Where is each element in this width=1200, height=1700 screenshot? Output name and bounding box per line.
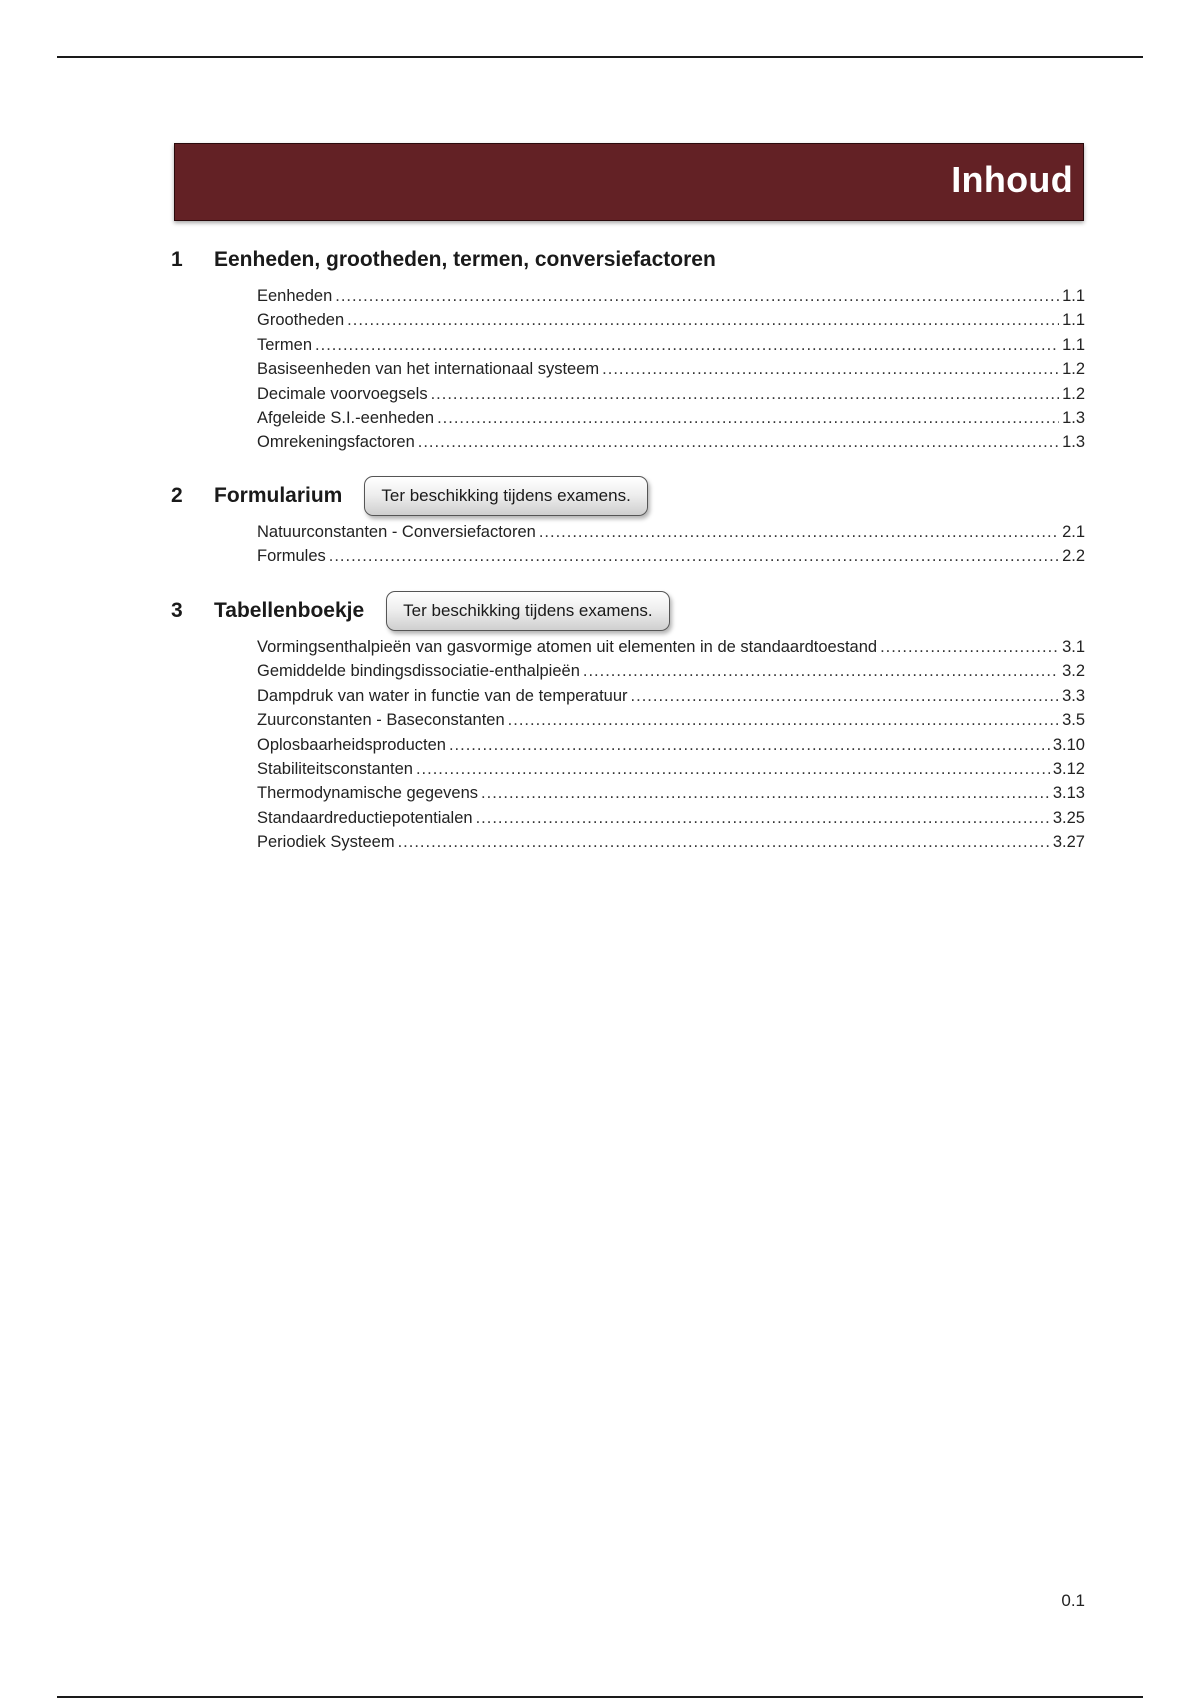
page-number: 0.1 bbox=[1061, 1591, 1085, 1610]
toc-entry[interactable] bbox=[257, 687, 1085, 711]
header-rule bbox=[57, 56, 1143, 58]
entry-label: Gemiddelde bindingsdissociatie-enthalpieën bbox=[257, 662, 580, 681]
section-number: 3 bbox=[171, 599, 183, 622]
entry-page: 3.13 bbox=[1052, 784, 1085, 803]
dot-leader bbox=[602, 360, 1059, 379]
toc-section-2 bbox=[171, 481, 1085, 572]
section-title: Formularium bbox=[214, 484, 343, 507]
section-heading bbox=[171, 481, 1085, 511]
toc-entry[interactable] bbox=[257, 311, 1085, 335]
dot-leader bbox=[329, 547, 1059, 566]
entry-label: Standaardreductiepotentialen bbox=[257, 808, 473, 827]
contents-banner bbox=[174, 143, 1084, 221]
toc-entry[interactable] bbox=[257, 809, 1085, 833]
entry-page: 3.5 bbox=[1062, 711, 1085, 730]
entry-page: 1.3 bbox=[1062, 408, 1085, 427]
entry-page: 3.10 bbox=[1052, 735, 1085, 754]
dot-leader bbox=[416, 760, 1050, 779]
dot-leader bbox=[398, 833, 1050, 852]
entry-page: 3.1 bbox=[1062, 638, 1085, 656]
toc-section-3 bbox=[171, 596, 1085, 858]
toc-entry[interactable] bbox=[257, 711, 1085, 735]
toc-entry[interactable] bbox=[257, 784, 1085, 808]
exam-availability-badge: Ter beschikking tijdens examens. bbox=[386, 591, 669, 631]
dot-leader bbox=[476, 809, 1050, 828]
entry-page: 1.2 bbox=[1062, 360, 1085, 379]
toc-entry[interactable] bbox=[257, 638, 1085, 662]
dot-leader bbox=[315, 336, 1059, 355]
dot-leader bbox=[631, 687, 1060, 706]
section-heading bbox=[171, 245, 1085, 275]
entry-label: Basiseenheden van het internationaal systeem bbox=[257, 360, 600, 379]
entry-label: Periodiek Systeem bbox=[257, 833, 395, 852]
dot-leader bbox=[481, 784, 1050, 803]
entry-label: Thermodynamische gegevens bbox=[257, 784, 479, 803]
dot-leader bbox=[880, 638, 1059, 657]
toc-entry[interactable] bbox=[257, 662, 1085, 686]
entry-page: 1.1 bbox=[1062, 335, 1085, 354]
entry-label: Grootheden bbox=[257, 311, 345, 330]
toc-entry[interactable] bbox=[257, 523, 1085, 547]
entry-page: 3.3 bbox=[1062, 686, 1085, 705]
toc-entry[interactable] bbox=[257, 547, 1085, 571]
dot-leader bbox=[437, 409, 1059, 428]
section-title: Eenheden, grootheden, termen, conversiefactoren bbox=[214, 248, 716, 271]
toc-entry-list bbox=[171, 638, 1085, 858]
entry-page: 2.2 bbox=[1062, 547, 1085, 566]
dot-leader bbox=[335, 287, 1059, 306]
toc-section-1 bbox=[171, 245, 1085, 458]
dot-leader bbox=[347, 311, 1059, 330]
entry-label: Vormingsenthalpieën van gasvormige atomen uit elementen in de standaardtoestand bbox=[257, 638, 878, 656]
entry-label: Eenheden bbox=[257, 287, 333, 305]
toc-entry[interactable] bbox=[257, 287, 1085, 311]
entry-page: 3.2 bbox=[1062, 662, 1085, 681]
dot-leader bbox=[418, 433, 1059, 452]
entry-page: 1.2 bbox=[1062, 384, 1085, 403]
section-number: 2 bbox=[171, 484, 183, 507]
dot-leader bbox=[539, 523, 1059, 542]
footer-rule bbox=[57, 1696, 1143, 1698]
dot-leader bbox=[449, 736, 1050, 755]
entry-page: 3.12 bbox=[1052, 759, 1085, 778]
section-heading bbox=[171, 596, 1085, 626]
dot-leader bbox=[431, 385, 1059, 404]
entry-page: 3.25 bbox=[1052, 808, 1085, 827]
entry-label: Stabiliteitsconstanten bbox=[257, 759, 413, 778]
entry-label: Dampdruk van water in functie van de temperatuur bbox=[257, 686, 628, 705]
entry-page: 1.1 bbox=[1062, 287, 1085, 305]
toc-entry[interactable] bbox=[257, 760, 1085, 784]
entry-page: 1.1 bbox=[1062, 311, 1085, 330]
entry-label: Formules bbox=[257, 547, 326, 566]
entry-page: 2.1 bbox=[1062, 523, 1085, 541]
toc-entry[interactable] bbox=[257, 736, 1085, 760]
entry-label: Omrekeningsfactoren bbox=[257, 433, 415, 452]
toc-entry-list bbox=[171, 287, 1085, 458]
toc-entry[interactable] bbox=[257, 833, 1085, 857]
entry-page: 3.27 bbox=[1052, 833, 1085, 852]
toc-entry[interactable] bbox=[257, 433, 1085, 457]
section-number: 1 bbox=[171, 248, 183, 271]
toc-entry[interactable] bbox=[257, 385, 1085, 409]
toc-entry-list bbox=[171, 523, 1085, 572]
dot-leader bbox=[508, 711, 1059, 730]
section-title: Tabellenboekje bbox=[214, 599, 365, 622]
toc-entry[interactable] bbox=[257, 336, 1085, 360]
entry-label: Afgeleide S.I.-eenheden bbox=[257, 408, 435, 427]
entry-page: 1.3 bbox=[1062, 433, 1085, 452]
dot-leader bbox=[583, 662, 1059, 681]
exam-availability-badge: Ter beschikking tijdens examens. bbox=[364, 476, 647, 516]
entry-label: Oplosbaarheidsproducten bbox=[257, 735, 446, 754]
page-title: Inhoud bbox=[951, 159, 1073, 200]
entry-label: Natuurconstanten - Conversiefactoren bbox=[257, 523, 536, 541]
entry-label: Decimale voorvoegsels bbox=[257, 384, 428, 403]
toc-entry[interactable] bbox=[257, 409, 1085, 433]
entry-label: Zuurconstanten - Baseconstanten bbox=[257, 711, 505, 730]
toc-entry[interactable] bbox=[257, 360, 1085, 384]
entry-label: Termen bbox=[257, 335, 313, 354]
